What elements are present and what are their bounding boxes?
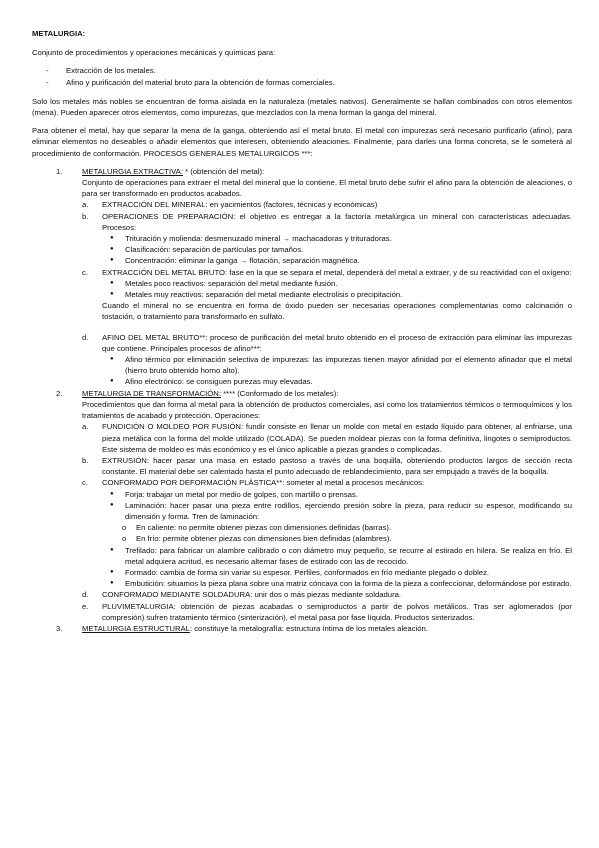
paragraph-nativos: Solo los metales más nobles se encuentran de forma aislada en la naturaleza (metales nativos). Generalmente se hallan combinados con otros elementos (mena). Pueden aparecer otros elementos, como impurezas, que mezclados con la mena forman la ganga del mineral. [32, 96, 572, 118]
section-heading [82, 623, 572, 634]
list-item: ● Afino electrónico: se consiguen purezas muy elevadas. [110, 376, 572, 387]
subsection-text: FUNDICIÓN O MOLDEO POR FUSIÓN: fundir consiste en llenar un molde con metal en estado líquido para obtener, al enfriarse, una pieza metálica con la forma del molde utilizado (COLADA). Se pueden moldear piezas con la forma definitiva, lingotes o semiproductos. Este sistema de moldeo es más económico y es el único aplicable a piezas grandes o complicadas. [102, 422, 572, 454]
subsection-pluvimetalurgia [82, 601, 572, 623]
subsection-preparacion [82, 211, 572, 233]
bullet-list [82, 545, 572, 590]
section-number: 2. [56, 388, 63, 398]
list-item: ● Trituración y molienda: desmenuzado mineral → machacadoras y trituradoras. [110, 233, 572, 244]
section-heading [82, 388, 572, 399]
subsection-text: EXTRACCIÓN DEL MINERAL: en yacimientos (factores, técnicas y económicas) [102, 200, 378, 210]
section-number: 1. [56, 166, 63, 176]
subsection-letter: b. [82, 455, 89, 465]
subsection-letter: d. [82, 590, 89, 600]
subsection-letter: a. [82, 200, 89, 210]
subsection-letter: d. [82, 332, 89, 342]
subsection-text: AFINO DEL METAL BRUTO**: proceso de purificación del metal bruto obtenido en el proceso de extracción para eliminar las impurezas que contiene. Principales procesos de afino***: [102, 332, 572, 353]
section-description: Procedimientos que dan forma al metal para la obtención de productos comerciales, así como los tratamientos térmicos o termoquímicos y los tratamientos de acabado y protección. Operaciones: [82, 399, 572, 421]
section-heading [82, 166, 572, 177]
document-page [32, 28, 572, 634]
sub-bullet-list [82, 522, 572, 544]
section-subtitle: : constituye la metalografía: estructura íntima de los metales aleación. [189, 623, 428, 633]
list-item: ● Laminación: hacer pasar una pieza entre rodillos, ejerciendo presión sobre la pieza, para reducir su espesor, modificando su dimensión y forma. Tren de laminación: [110, 500, 572, 522]
subsection-text: EXTRACCIÓN DEL METAL BRUTO: fase en la que se separa el metal, dependerá del metal a extraer, y de su reactividad con el oxígeno: [102, 267, 572, 277]
intro-list [32, 65, 572, 87]
note-text: Cuando el mineral no se encuentra en forma de óxido pueden ser necesarias operaciones complementarias como calcinación o tostación, o tratamiento para transformarlo en sulfato. [102, 301, 572, 322]
list-item: ● Metales muy reactivos: separación del metal mediante electrolisis o precipitación. [110, 289, 572, 300]
list-item: - Afino y purificación del material bruto para la obtención de formas comerciales. [32, 77, 572, 88]
subsection-letter: a. [82, 422, 89, 432]
section-subtitle: **** (Conformado de los metales): [220, 388, 339, 398]
section-extractiva [32, 166, 572, 388]
subsection-deformacion-plastica [82, 477, 572, 488]
subsection-metal-bruto [82, 267, 572, 278]
section-description: Conjunto de operaciones para extraer el metal del mineral que lo contiene. El metal bruto debe sufrir el afino para la obtención de aleaciones, o para ser transformado en productos acabados. [82, 178, 572, 199]
paragraph-procesos: Para obtener el metal, hay que separar la mena de la ganga, obteniendo así el metal bruto. El metal con impurezas será necesario purificarlo (afino), para eliminar elementos no deseables o añadir elementos que interesen, obteniendo aleaciones. Finalmente, para darles una forma concreta, se le someterá al procedimiento de conformación. PROCESOS GENERALES METALURGICOS ***: [32, 126, 572, 158]
subsection-text: CONFORMADO POR DEFORMACIÓN PLÁSTICA**: someter al metal a procesos mecánicos: [102, 478, 425, 488]
subsection-letter: c. [82, 267, 88, 277]
list-item: ● Clasificación: separación de partículas por tamaños. [110, 244, 572, 255]
subsection-text: EXTRUSIÓN: hacer pasar una masa en estado pastoso a través de una boquilla, obteniendo productos largos de sección recta constante. El material debe ser calentado hasta el punto adecuado de reblandecimiento, para ser empujado a través de la boquilla. [102, 455, 572, 477]
subsection-letter: b. [82, 211, 89, 221]
intro-text: Conjunto de procedimientos y operaciones mecánicas y químicas para: [32, 48, 276, 58]
section-subtitle: * (obtención del metal): [182, 166, 265, 176]
list-item: o En caliente: no permite obtener piezas con dimensiones definidas (barras). [122, 522, 572, 533]
subsection-afino [82, 332, 572, 354]
list-item: ● Metales poco reactivos: separación del metal mediante fusión. [110, 278, 572, 289]
section-transformacion [32, 388, 572, 623]
subsection-extrusion [82, 455, 572, 477]
list-item: ● Forja: trabajar un metal por medio de golpes, con martillo o prensas. [110, 489, 572, 500]
bullet-list [82, 233, 572, 267]
subsection-soldadura [82, 589, 572, 600]
list-item: ● Embutición: situamos la pieza plana sobre una matriz cóncava con la forma de la pieza a confeccionar, deformándose por estirado. [110, 578, 572, 589]
bullet-list [82, 278, 572, 300]
subsection-letter: e. [82, 601, 89, 611]
bullet-list [82, 354, 572, 388]
list-item: ● Formado: cambia de forma sin variar su espesor. Perfiles, conformados en frío mediante plegado o doblez. [110, 567, 572, 578]
subsection-extraccion-mineral [82, 199, 572, 210]
list-item: ● Concentración: eliminar la ganga → flotación, separación magnética. [110, 255, 572, 266]
subsection-text: PLUVIMETALURGIA: obtención de piezas acabadas o semiproductos a partir de polvos metálicos. Tras ser aglomerados (por compresión) sufren tratamiento térmico (sinterización), el metal pasa por fase líquida. Productos sinterizados. [102, 601, 572, 622]
list-item: o En frío: permite obtener piezas con dimensiones bien definidas (alambres). [122, 533, 572, 544]
subsection-fundicion [82, 421, 572, 455]
section-title: METALURGIA EXTRACTIVA: [82, 166, 183, 176]
bullet-list [82, 489, 572, 523]
subsection-letter: c. [82, 478, 88, 488]
subsection-text: OPERACIONES DE PREPARACIÓN: el objetivo es entregar a la factoría metalúrgica un mineral con características adecuadas. Procesos: [102, 211, 572, 232]
list-item: ● Afino térmico por eliminación selectiva de impurezas: las impurezas tienen mayor afinidad por el elemento afinador que el metal (hierro bruto obtenido horno alto). [110, 354, 572, 376]
subsection-text: CONFORMADO MEDIANTE SOLDADURA: unir dos o más piezas mediante soldadura. [102, 590, 402, 600]
section-estructural [32, 623, 572, 634]
section-title: METALURGIA ESTRUCTURAL [82, 623, 190, 633]
page-title: METALURGIA: [32, 29, 86, 38]
list-item: - Extracción de los metales. [32, 65, 572, 76]
section-title: METALURGIA DE TRANSFORMACIÓN: [82, 388, 221, 398]
section-number: 3. [56, 623, 63, 633]
list-item: ● Trefilado: para fabricar un alambre calibrado o con diámetro muy pequeño, se recurre al estirado en hilera. Se realiza en frío. El metal adquiera acritud, es necesario alternar fases de estirado con las de recocido. [110, 545, 572, 567]
